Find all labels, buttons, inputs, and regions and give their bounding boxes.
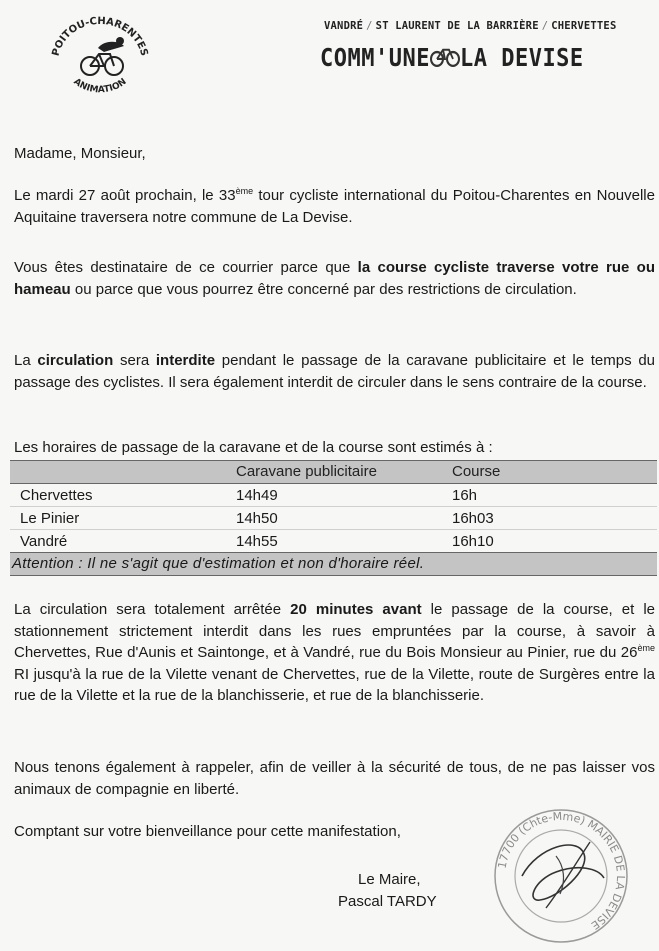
commune-name-part2: LA DEVISE [459, 44, 584, 73]
p4-sup: ème [637, 643, 655, 653]
p4-text-a: La circulation sera totalement arrêtée [14, 601, 291, 618]
paragraph-intro [14, 185, 655, 228]
p3-text-a: La [14, 352, 38, 369]
p4-text-c: RI jusqu'à la rue de la Vilette venant de Chervettes, rue de la Vilette, route de Surgères entre la rue de la Vilette et la rue de la blanchisserie, et rue de la blanchisserie. [14, 665, 655, 704]
header-caravane: Caravane publicitaire [236, 463, 377, 480]
table-row [10, 484, 657, 507]
commune-header [318, 14, 617, 76]
poitou-charentes-animation-logo [44, 10, 156, 102]
schedule-intro: Les horaires de passage de la caravane et de la course sont estimés à : [14, 439, 493, 456]
commune-villages [324, 20, 617, 32]
p2-text-b: ou parce que vous pourrez être concerné par des restrictions de circulation. [70, 280, 577, 298]
schedule-table [10, 460, 657, 576]
p1-sup: ème [235, 186, 254, 196]
p2-text-a: Vous êtes destinataire de ce courrier parce que [14, 259, 358, 276]
commune-name [320, 44, 610, 73]
signature-name: Pascal TARDY [338, 893, 437, 910]
header-course: Course [452, 463, 501, 480]
village-vandre: VANDRÉ [324, 20, 364, 32]
row-place: Vandré [20, 533, 68, 550]
paragraph-parking [14, 599, 655, 707]
seal-text: 17700 (Chte-Mme) MAIRIE DE LA DEVISE [495, 809, 628, 932]
schedule-note-text: Attention : Il ne s'agit que d'estimation et non d'horaire réel. [12, 555, 425, 572]
p4-text-b: le passage de la course, et le stationnement strictement interdit dans les rues empruntées par la course, à savoir à Chervettes, Rue d'Aunis et Saintonge, et à Vandré, rue du Bois Monsieur au Pinier, rue du 26 [14, 601, 655, 661]
row-place: Le Pinier [20, 510, 80, 527]
table-row [10, 507, 657, 530]
svg-text:POITOU-CHARENTES [51, 16, 150, 57]
mayor-seal-icon [486, 806, 636, 946]
logo-top-text: POITOU-CHARENTES [50, 15, 150, 58]
paragraph-circulation [14, 350, 655, 393]
p3-bold-interdite: interdite [155, 352, 216, 369]
paragraph-animals: Nous tenons également à rappeler, afin de veiller à la sécurité de tous, de ne pas laisser vos animaux de compagnie en liberté. [14, 759, 655, 798]
cyclist-logo-icon [44, 10, 156, 102]
p1-text-b: tour cycliste international du Poitou-Charentes en Nouvelle Aquitaine traversera notre commune de La Devise. [14, 187, 655, 226]
paragraph-recipient [14, 257, 655, 300]
p2-bold: la course cycliste traverse votre rue ou hameau [14, 259, 655, 298]
row-caravane-time: 14h49 [236, 487, 278, 504]
table-row [10, 530, 657, 552]
paragraph-closing: Comptant sur votre bienveillance pour cette manifestation, [14, 823, 401, 840]
commune-name-part1: COMM'UNE [320, 44, 430, 73]
p3-text-b: sera [113, 352, 156, 369]
row-caravane-time: 14h50 [236, 510, 278, 527]
bicycle-icon [430, 45, 460, 68]
row-course-time: 16h03 [452, 510, 494, 527]
signature-title: Le Maire, [358, 871, 421, 888]
p1-text-a: Le mardi 27 août prochain, le 33 [14, 187, 236, 204]
row-course-time: 16h [452, 487, 478, 504]
svg-text:ANIMATION [71, 77, 128, 95]
p4-bold: 20 minutes avant [290, 601, 422, 618]
village-chervettes: CHERVETTES [551, 20, 617, 32]
row-place: Chervettes [20, 487, 93, 504]
mayor-seal [486, 806, 636, 946]
schedule-header [10, 460, 657, 484]
village-st-laurent: ST LAURENT DE LA BARRIÈRE [375, 20, 539, 32]
greeting: Madame, Monsieur, [14, 145, 146, 162]
village-separator: / [366, 20, 373, 32]
p3-bold-circulation: circulation [37, 352, 114, 369]
logo-bottom-text: ANIMATION [71, 76, 129, 96]
row-course-time: 16h10 [452, 533, 494, 550]
p3-text-c: pendant le passage de la caravane publicitaire et le temps du passage des cyclistes. Il sera également interdit de circuler dans le sens contraire de la course. [14, 352, 656, 391]
village-separator: / [541, 20, 549, 32]
row-caravane-time: 14h55 [236, 533, 278, 550]
schedule-note [10, 552, 657, 576]
